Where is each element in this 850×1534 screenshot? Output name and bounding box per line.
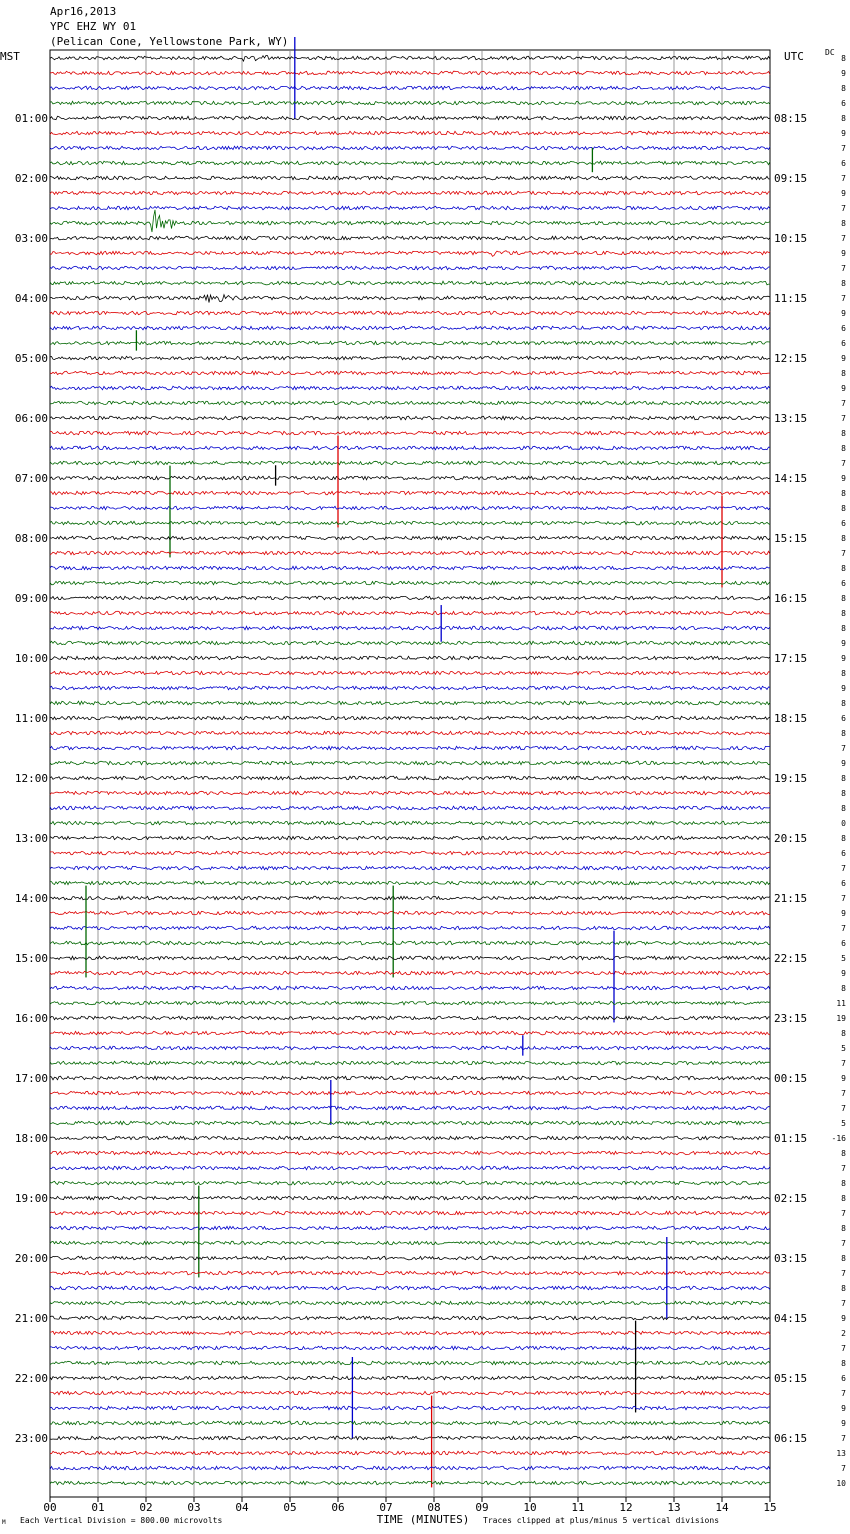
- trace-line: [50, 851, 770, 855]
- right-hour-label: 14:15: [774, 472, 808, 485]
- dc-offset-label: 5: [841, 954, 846, 963]
- dc-offset-label: 10: [836, 1479, 846, 1488]
- dc-offset-label: 9: [841, 684, 846, 693]
- dc-offset-label: 7: [841, 1164, 846, 1173]
- trace-line: [50, 371, 770, 375]
- dc-offset-label: 8: [841, 504, 846, 513]
- dc-offset-label: 8: [841, 534, 846, 543]
- trace-line: [50, 311, 770, 315]
- dc-offset-label: 6: [841, 849, 846, 858]
- dc-offset-label: 8: [841, 1149, 846, 1158]
- trace-line: [50, 295, 770, 303]
- x-tick-label: 01: [91, 1501, 105, 1514]
- trace-line: [50, 821, 770, 824]
- trace-line: [50, 791, 770, 795]
- dc-offset-label: 9: [841, 129, 846, 138]
- right-hour-label: 23:15: [774, 1012, 808, 1025]
- dc-offset-label: 9: [841, 384, 846, 393]
- trace-line: [50, 71, 770, 75]
- left-hour-label: 09:00: [14, 592, 48, 605]
- trace-line: [50, 1421, 770, 1425]
- trace-line: [50, 566, 770, 569]
- trace-line: [50, 1451, 770, 1455]
- trace-line: [50, 55, 770, 61]
- dc-offset-label: 8: [841, 1359, 846, 1368]
- left-hour-label: 04:00: [14, 292, 48, 305]
- dc-offset-label: 11: [836, 999, 846, 1008]
- trace-line: [50, 611, 770, 615]
- trace-line: [50, 1286, 770, 1290]
- x-tick-label: 12: [619, 1501, 633, 1514]
- header-date: Apr16,2013: [50, 5, 117, 18]
- dc-offset-label: 8: [841, 594, 846, 603]
- trace-line: [50, 1166, 770, 1170]
- right-hour-label: 12:15: [774, 352, 808, 365]
- trace-line: [50, 1316, 770, 1320]
- x-tick-label: 11: [571, 1501, 585, 1514]
- trace-line: [50, 1391, 770, 1395]
- trace-line: [50, 1466, 770, 1470]
- dc-offset-label: 7: [841, 294, 846, 303]
- left-hour-label: 11:00: [14, 712, 48, 725]
- trace-line: [50, 1031, 770, 1035]
- dc-offset-label: 9: [841, 189, 846, 198]
- trace-line: [50, 206, 770, 210]
- dc-offset-label: 9: [841, 639, 846, 648]
- trace-line: [50, 491, 770, 495]
- trace-line: [50, 191, 770, 195]
- left-hour-label: 17:00: [14, 1072, 48, 1085]
- dc-offset-label: 6: [841, 519, 846, 528]
- dc-offset-label: 7: [841, 399, 846, 408]
- trace-line: [50, 131, 770, 135]
- trace-line: [50, 1481, 770, 1485]
- dc-offset-label: 5: [841, 1044, 846, 1053]
- dc-offset-label: 7: [841, 1269, 846, 1278]
- dc-offset-label: 8: [841, 1029, 846, 1038]
- dc-offset-label: 8: [841, 1254, 846, 1263]
- left-hour-label: 07:00: [14, 472, 48, 485]
- dc-offset-label: 7: [841, 864, 846, 873]
- left-hour-label: 03:00: [14, 232, 48, 245]
- trace-line: [50, 656, 770, 660]
- trace-line: [50, 281, 770, 285]
- dc-offset-label: 13: [836, 1449, 846, 1458]
- dc-offset-label: 8: [841, 609, 846, 618]
- dc-offset-label: 6: [841, 339, 846, 348]
- trace-line: [50, 1361, 770, 1365]
- x-tick-label: 03: [187, 1501, 201, 1514]
- x-tick-label: 04: [235, 1501, 249, 1514]
- trace-line: [50, 776, 770, 780]
- left-hour-label: 06:00: [14, 412, 48, 425]
- trace-line: [50, 1151, 770, 1154]
- dc-offset-label: 9: [841, 1404, 846, 1413]
- trace-line: [50, 761, 770, 765]
- trace-line: [50, 341, 770, 345]
- plot-frame: [50, 50, 770, 1497]
- trace-line: [50, 431, 770, 435]
- right-hour-label: 01:15: [774, 1132, 808, 1145]
- dc-offset-label: 6: [841, 579, 846, 588]
- trace-line: [50, 866, 770, 870]
- dc-offset-label: 8: [841, 1284, 846, 1293]
- left-hour-label: 13:00: [14, 832, 48, 845]
- trace-line: [50, 836, 770, 840]
- dc-offset-label: 8: [841, 54, 846, 63]
- trace-line: [50, 1076, 770, 1080]
- right-hour-label: 16:15: [774, 592, 808, 605]
- trace-line: [50, 1106, 770, 1110]
- dc-offset-label: 9: [841, 249, 846, 258]
- x-tick-label: 06: [331, 1501, 345, 1514]
- x-tick-label: 05: [283, 1501, 297, 1514]
- right-timezone-label: UTC: [784, 50, 804, 63]
- right-hour-label: 20:15: [774, 832, 808, 845]
- trace-line: [50, 326, 770, 330]
- dc-offset-label: 7: [841, 1299, 846, 1308]
- trace-line: [50, 1121, 770, 1125]
- header-location: (Pelican Cone, Yellowstone Park, WY): [50, 35, 289, 48]
- trace-line: [50, 1271, 770, 1275]
- right-hour-label: 08:15: [774, 112, 808, 125]
- left-hour-label: 19:00: [14, 1192, 48, 1205]
- dc-offset-label: 6: [841, 714, 846, 723]
- trace-line: [50, 1211, 770, 1215]
- clip-note: Traces clipped at plus/minus 5 vertical divisions: [483, 1516, 720, 1525]
- trace-line: [50, 86, 770, 90]
- trace-line: [50, 926, 770, 930]
- dc-offset-label: 8: [841, 489, 846, 498]
- dc-offset-label: 7: [841, 1209, 846, 1218]
- dc-offset-label: 7: [841, 1239, 846, 1248]
- dc-offset-label: 7: [841, 1089, 846, 1098]
- right-hour-label: 02:15: [774, 1192, 808, 1205]
- dc-offset-label: 9: [841, 969, 846, 978]
- dc-offset-label: 8: [841, 219, 846, 228]
- left-hour-label: 21:00: [14, 1312, 48, 1325]
- trace-line: [50, 731, 770, 735]
- trace-line: [50, 1346, 770, 1350]
- trace-line: [50, 956, 770, 960]
- dc-offset-label: 8: [841, 699, 846, 708]
- dc-offset-label: 6: [841, 1374, 846, 1383]
- right-hour-label: 18:15: [774, 712, 808, 725]
- dc-offset-label: 19: [836, 1014, 846, 1023]
- dc-offset-label: 8: [841, 624, 846, 633]
- trace-line: [50, 116, 770, 120]
- trace-line: [50, 101, 770, 105]
- dc-offset-label: 8: [841, 669, 846, 678]
- dc-offset-label: 8: [841, 789, 846, 798]
- dc-offset-label: 9: [841, 1314, 846, 1323]
- left-hour-label: 15:00: [14, 952, 48, 965]
- left-hour-label: 12:00: [14, 772, 48, 785]
- dc-offset-label: 8: [841, 1179, 846, 1188]
- right-hour-label: 05:15: [774, 1372, 808, 1385]
- left-hour-label: 20:00: [14, 1252, 48, 1265]
- right-hour-label: 06:15: [774, 1432, 808, 1445]
- dc-offset-label: 9: [841, 69, 846, 78]
- trace-line: [50, 1241, 770, 1244]
- trace-line: [50, 386, 770, 390]
- trace-line: [50, 1436, 770, 1440]
- left-timezone-label: MST: [0, 50, 20, 63]
- dc-offset-label: 8: [841, 369, 846, 378]
- left-hour-label: 10:00: [14, 652, 48, 665]
- right-hour-label: 17:15: [774, 652, 808, 665]
- dc-offset-label: 8: [841, 984, 846, 993]
- dc-offset-label: 7: [841, 144, 846, 153]
- left-hour-label: 22:00: [14, 1372, 48, 1385]
- corner-mark: M: [2, 1519, 6, 1526]
- scale-note: Each Vertical Division = 800.00 microvolts: [20, 1516, 223, 1525]
- left-hour-label: 08:00: [14, 532, 48, 545]
- trace-line: [50, 911, 770, 914]
- dc-offset-label: 9: [841, 654, 846, 663]
- x-axis-label: TIME (MINUTES): [376, 1513, 470, 1526]
- trace-line: [50, 1136, 770, 1140]
- trace-line: [50, 1406, 770, 1410]
- right-hour-label: 09:15: [774, 172, 808, 185]
- dc-offset-label: 7: [841, 1344, 846, 1353]
- x-tick-label: 13: [667, 1501, 681, 1514]
- dc-header-label: DC: [825, 48, 835, 57]
- dc-offset-label: 9: [841, 474, 846, 483]
- right-hour-label: 10:15: [774, 232, 808, 245]
- trace-line: [50, 671, 770, 675]
- dc-offset-label: 7: [841, 1104, 846, 1113]
- dc-offset-label: 8: [841, 804, 846, 813]
- dc-offset-label: 8: [841, 84, 846, 93]
- dc-offset-label: 8: [841, 444, 846, 453]
- dc-offset-label: 7: [841, 924, 846, 933]
- trace-line: [50, 401, 770, 405]
- trace-line: [50, 581, 770, 585]
- right-hour-label: 00:15: [774, 1072, 808, 1085]
- dc-offset-label: 7: [841, 1059, 846, 1068]
- dc-offset-label: 7: [841, 414, 846, 423]
- dc-offset-label: -16: [831, 1134, 846, 1143]
- trace-line: [50, 1301, 770, 1305]
- trace-line: [50, 461, 770, 465]
- trace-line: [50, 506, 770, 510]
- dc-offset-label: 5: [841, 1119, 846, 1128]
- dc-offset-label: 8: [841, 564, 846, 573]
- x-tick-label: 14: [715, 1501, 729, 1514]
- right-hour-label: 04:15: [774, 1312, 808, 1325]
- trace-line: [50, 1001, 770, 1005]
- right-hour-label: 11:15: [774, 292, 808, 305]
- trace-line: [50, 716, 770, 719]
- trace-line: [50, 746, 770, 750]
- dc-offset-label: 7: [841, 204, 846, 213]
- dc-offset-label: 6: [841, 939, 846, 948]
- dc-offset-label: 9: [841, 309, 846, 318]
- dc-offset-label: 6: [841, 159, 846, 168]
- right-hour-label: 19:15: [774, 772, 808, 785]
- left-hour-label: 16:00: [14, 1012, 48, 1025]
- trace-line: [50, 626, 770, 630]
- dc-offset-label: 6: [841, 99, 846, 108]
- dc-offset-label: 7: [841, 744, 846, 753]
- right-hour-label: 22:15: [774, 952, 808, 965]
- trace-line: [50, 446, 770, 450]
- trace-line: [50, 941, 770, 945]
- trace-line: [50, 1061, 770, 1065]
- trace-line: [50, 1376, 770, 1380]
- dc-offset-label: 9: [841, 909, 846, 918]
- trace-line: [50, 521, 770, 525]
- trace-line: [50, 176, 770, 180]
- dc-offset-label: 0: [841, 819, 846, 828]
- dc-offset-label: 8: [841, 1224, 846, 1233]
- left-hour-label: 02:00: [14, 172, 48, 185]
- x-tick-label: 09: [475, 1501, 489, 1514]
- dc-offset-label: 8: [841, 1194, 846, 1203]
- x-tick-label: 00: [43, 1501, 57, 1514]
- trace-line: [50, 416, 770, 420]
- dc-offset-label: 9: [841, 354, 846, 363]
- dc-offset-label: 7: [841, 549, 846, 558]
- dc-offset-label: 8: [841, 279, 846, 288]
- dc-offset-label: 7: [841, 459, 846, 468]
- trace-line: [50, 1256, 770, 1260]
- trace-line: [50, 146, 770, 150]
- dc-offset-label: 9: [841, 1419, 846, 1428]
- left-hour-label: 01:00: [14, 112, 48, 125]
- trace-line: [50, 1196, 770, 1200]
- trace-line: [50, 686, 770, 690]
- trace-line: [50, 476, 770, 480]
- trace-line: [50, 641, 770, 645]
- x-tick-label: 07: [379, 1501, 393, 1514]
- dc-offset-label: 7: [841, 1389, 846, 1398]
- left-hour-label: 18:00: [14, 1132, 48, 1145]
- dc-offset-label: 2: [841, 1329, 846, 1338]
- trace-line: [50, 536, 770, 540]
- trace-line: [50, 356, 770, 360]
- dc-offset-label: 8: [841, 774, 846, 783]
- right-hour-label: 03:15: [774, 1252, 808, 1265]
- left-hour-label: 14:00: [14, 892, 48, 905]
- trace-line: [50, 1091, 770, 1095]
- trace-line: [50, 1016, 770, 1020]
- dc-offset-label: 6: [841, 324, 846, 333]
- dc-offset-label: 6: [841, 879, 846, 888]
- right-hour-label: 15:15: [774, 532, 808, 545]
- trace-line: [50, 1181, 770, 1185]
- dc-offset-label: 8: [841, 429, 846, 438]
- dc-offset-label: 7: [841, 264, 846, 273]
- right-hour-label: 13:15: [774, 412, 808, 425]
- x-tick-label: 02: [139, 1501, 153, 1514]
- dc-offset-label: 8: [841, 834, 846, 843]
- trace-line: [50, 896, 770, 900]
- trace-line: [50, 161, 770, 165]
- header-station: YPC EHZ WY 01: [50, 20, 137, 33]
- trace-line: [50, 1046, 770, 1049]
- dc-offset-label: 7: [841, 1434, 846, 1443]
- trace-line: [50, 596, 770, 600]
- trace-line: [50, 806, 770, 810]
- left-hour-label: 23:00: [14, 1432, 48, 1445]
- dc-offset-label: 7: [841, 234, 846, 243]
- trace-line: [50, 881, 770, 885]
- trace-line: [50, 971, 770, 975]
- trace-line: [50, 251, 770, 257]
- x-tick-label: 10: [523, 1501, 537, 1514]
- trace-line: [50, 1331, 770, 1335]
- dc-offset-label: 9: [841, 1074, 846, 1083]
- dc-offset-label: 9: [841, 759, 846, 768]
- x-tick-label: 15: [763, 1501, 777, 1514]
- dc-offset-label: 7: [841, 894, 846, 903]
- dc-offset-label: 7: [841, 1464, 846, 1473]
- dc-offset-label: 7: [841, 174, 846, 183]
- trace-line: [50, 266, 770, 270]
- trace-line: [50, 210, 770, 232]
- left-hour-label: 05:00: [14, 352, 48, 365]
- trace-line: [50, 986, 770, 990]
- x-tick-label: 08: [427, 1501, 441, 1514]
- trace-line: [50, 236, 770, 239]
- trace-line: [50, 701, 770, 705]
- right-hour-label: 21:15: [774, 892, 808, 905]
- trace-line: [50, 1226, 770, 1230]
- dc-offset-label: 8: [841, 729, 846, 738]
- dc-offset-label: 8: [841, 114, 846, 123]
- trace-line: [50, 551, 770, 555]
